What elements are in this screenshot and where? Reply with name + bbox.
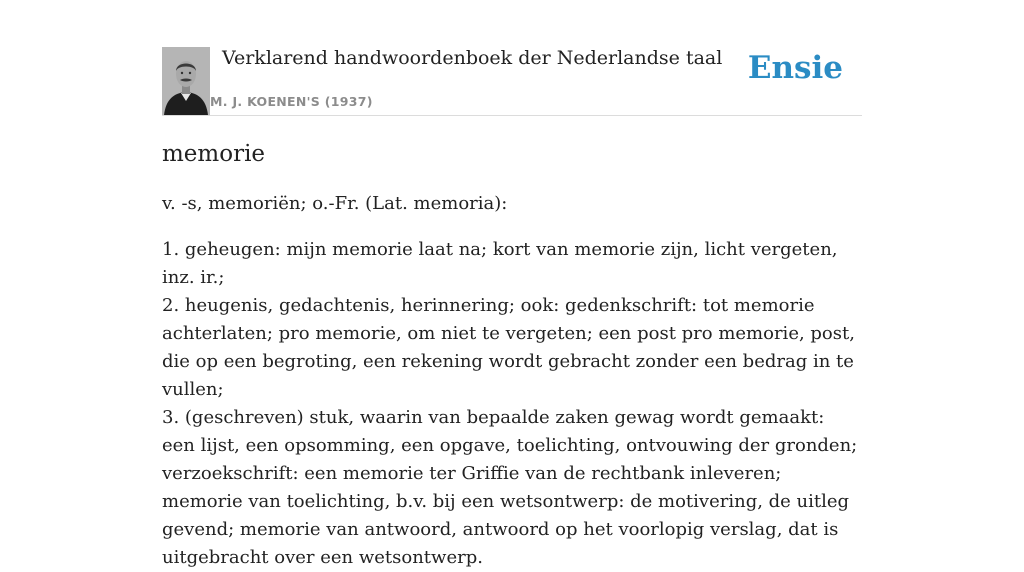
book-title: Verklarend handwoordenboek der Nederlandse taal [222,47,723,69]
portrait-icon [162,47,210,115]
author-portrait [162,47,210,115]
definition-sense-2: 2. heugenis, gedachtenis, herinnering; ook: gedenkschrift: tot memorie achterlaten; pro memorie, om niet te vergeten; een post pro memorie, post, die op een begroting, een rekening wordt gebracht zonder een bedrag in te vullen; [162,295,855,400]
headword: memorie [162,141,266,167]
brand-logo-link[interactable]: Ensie [747,50,843,86]
definition-list [162,236,862,572]
dictionary-entry [162,138,862,572]
definition-sense-3: 3. (geschreven) stuk, waarin van bepaalde zaken gewag wordt gemaakt: een lijst, een opsomming, een opgave, toelichting, ontvouwing der gronden; verzoekschrift: een memorie ter Griffie van de rechtbank inleveren; memorie van toelichting, b.v. bij een wetsontwerp: de motivering, de uitleg gevend; memorie van antwoord, antwoord op het voorlopig verslag, dat is uitgebracht over een wetsontwerp. [162,407,858,568]
definition-sense-1: 1. geheugen: mijn memorie laat na; kort van memorie zijn, licht vergeten, inz. ir.; [162,239,838,288]
grammar-info: v. -s, memoriën; o.-Fr. (Lat. memoria): [162,193,508,214]
author-name: M. J. KOENEN'S (1937) [210,94,373,109]
dictionary-header [162,44,862,116]
